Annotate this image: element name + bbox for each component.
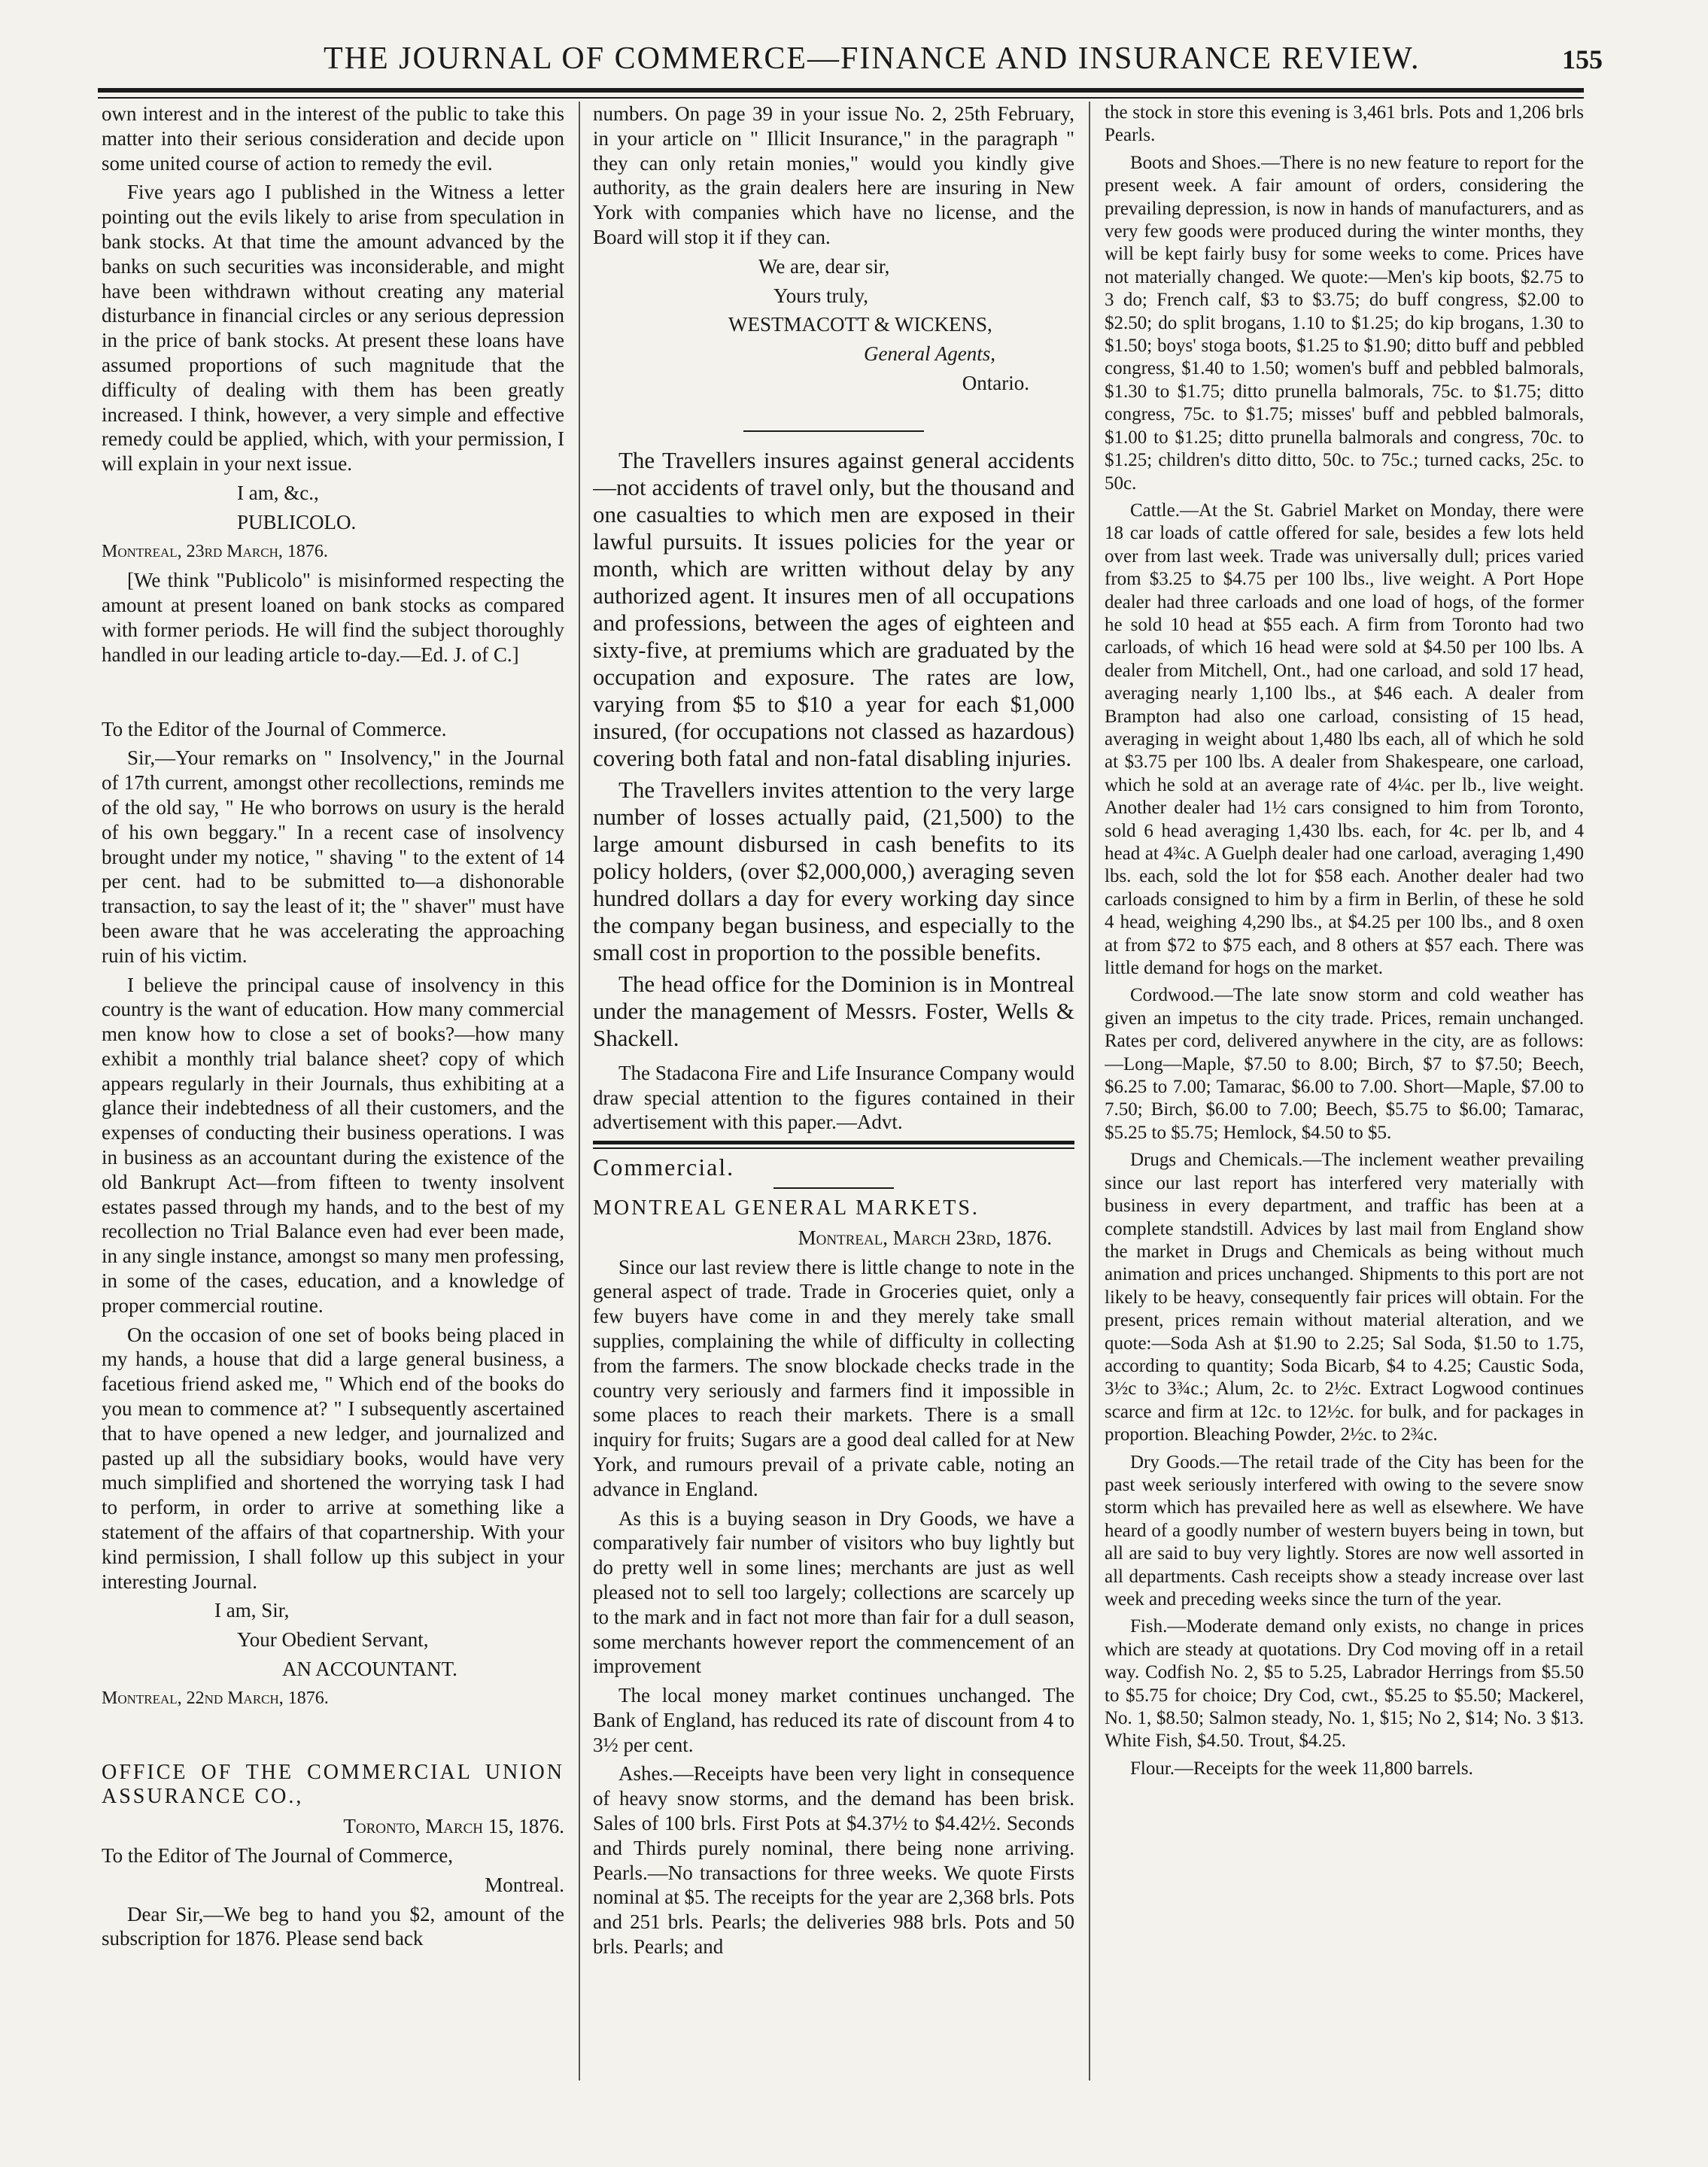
cattle: Cattle.—At the St. Gabriel Market on Monday, there were 18 car loads of cattle offered for sale, besides a few lots held over from last week. Trade was universally dull; prices varied from $3.25 to $4.75 per 100 lbs., live weight. A Port Hope dealer had three carloads and one load of hogs, of the former he sold 10 head at $55 each. A firm from Toronto had two carloads, of which 16 head were sold at $4.50 per 100 lbs. A dealer from Mitchell, Ont., had one carload, and sold 17 head, averaging nearly 1,100 lbs., at $46 each. A dealer from Brampton had also one carload, consisting of 15 head, averaging in weight about 1,480 lbs each, all of which he sold at $3.75 per 100 lbs. A dealer from Shakespeare, one carload, which he sold at an average rate of 4¼c. per lb., live weight. Another dealer had 1½ cars consigned to him from Toronto, sold 6 head averaging 1,430 lbs. each, for 4c. per lb, and 4 head at 4¾c. A Guelph dealer had one carload, averaging 1,490 lbs. each, sold the lot for $58 each. Another dealer had two carloads consigned to him by a firm in Berlin, of these he sold 4 head, weighing 4,290 lbs., at $4.25 per 100 lbs., and 8 oxen at from $72 to $75 each, and 8 others at $57 each. There was little demand for hogs on the market. <box>1105 500 1584 979</box>
wickens-signature: WESTMACOTT & WICKENS, <box>728 313 992 336</box>
commercial-union-heading: OFFICE OF THE COMMERCIAL UNION ASSURANCE CO., <box>102 1760 564 1809</box>
commercial-union-paragraph: Dear Sir,—We beg to hand you $2, amount of the subscription for 1876. Please send back <box>102 1902 564 1950</box>
publicolo-letter-end: own interest and in the interest of the public to take this matter into their serious consideration and decide upon some united course of action to remedy the evil. <box>102 102 564 175</box>
ashes-paragraph: Ashes.—Receipts have been very light in consequence of heavy snow storms, and the demand has been brisk. Sales of 100 brls. First Pots at $4.37½ to $4.42½. Seconds and Thirds purely nominal, there being none arriving. Pearls.—No transactions for three weeks. We quote Firsts nominal at $5. The receipts for the year are 2,368 brls. Pots and 251 brls. Pearls; the deliveries 988 brls. Pots and 50 brls. Pearls; and <box>593 1762 1074 1959</box>
drugs-and-chemicals: Drugs and Chemicals.—The inclement weather prevailing since our last report has interfered very materially with business in every department, and traffic has been at a complete standstill. Advices by last mail from England show the market in Drugs and Chemicals as being without much animation and prices unchanged. Shipments to this port are not likely to be heavy, consequently fair prices will obtain. For the present, prices remain without material alteration, and we quote:—Soda Ash at $1.90 to 2.25; Sal Soda, $1.50 to 1.75, according to quantity; Soda Bicarb, $4 to 4.25; Caustic Soda, 3½c to 3¾c.; Alum, 2c. to 2½c. Extract Logwood continues scarce and firm at 12c. to 12½c. for bulk, and for packages in proportion. Bleaching Powder, 2½c. to 2¾c. <box>1105 1150 1584 1445</box>
wickens-close-1: We are, dear sir, <box>758 254 890 278</box>
wickens-role: General Agents, <box>864 342 995 366</box>
fish: Fish.—Moderate demand only exists, no change in prices which are steady at quotations. Dry Cod moving off in a retail way. Codfish No. 2, $5 to 5.25, Labrador Herrings from $5.50 to $5.75 for choice; Dry Cod, cwt., $5.25 to $5.50; Mackerel, No. 1, $8.50; Salmon steady, No. 1, $15; No 2, $14; No. 3 $13. White Fish, $4.50. Trout, $4.25. <box>1105 1616 1584 1752</box>
markets-dateline: Montreal, March 23rd, 1876. <box>798 1226 1052 1249</box>
commercial-rule <box>593 1141 1074 1149</box>
column-divider-1 <box>579 102 580 2080</box>
flour: Flour.—Receipts for the week 11,800 barrels. <box>1130 1758 1473 1779</box>
boots-and-shoes: Boots and Shoes.—There is no new feature to report for the present week. A fair amount of orders, considering the prevailing depression, is now in hands of manufacturers, and as very few goods were produced during the winter months, they will be kept fairly busy for some weeks to come. Prices have not materially changed. We quote:—Men's kip boots, $2.75 to 3 do; French calf, $3 to $3.75; do buff congress, $2.00 to $2.50; do split brogans, 1.10 to $1.25; do kip brogans, 1.30 to $1.50; boys' stoga boots, $1.25 to $1.90; ditto buff and pebbled congress, $1.40 to 1.50; women's buff and pebbled balmorals, $1.30 to $1.75; ditto prunella balmorals, 75c. to $1.75; ditto congress, 75c. to $1.75; misses' buff and pebbled balmorals, $1.00 to $1.25; ditto prunella balmorals and congress, 70c. to $1.25; children's ditto ditto, 50c. to 75c.; turned cacks, 25c. to 50c. <box>1105 152 1584 494</box>
commercial-section-title: Commercial. <box>593 1153 735 1181</box>
markets-heading: MONTREAL GENERAL MARKETS. <box>593 1196 980 1220</box>
accountant-paragraph-3: On the occasion of one set of books being placed in my hands, a house that did a large general business, a facetious friend asked me, " Which end of the books do you mean to commence at? " I subsequently ascertained that to have opened a new ledger, and journalized and pasted up all the subsidiary books, would have very much simplified and shortened the worrying task I had to perform, in order to arrive at something like a statement of the affairs of that copartnership. With your kind permission, I shall follow up this subject in your interesting Journal. <box>102 1323 564 1593</box>
markets-paragraph-2: As this is a buying season in Dry Goods, we have a comparatively fair number of visitors who buy lightly but do pretty well in some lines; merchants are just as well pleased not to sell too largely; collections are scarcely up to the mark and in fact not more than fair for a dull season, some merchants however report the commencement of an improvement <box>593 1506 1074 1678</box>
publicolo-paragraph: Five years ago I published in the Witness a letter pointing out the evils likely to arise from speculation in bank stocks. At that time the amount advanced by the banks on such securities was inconsiderable, and might have been withdrawn without creating any material disturbance in financial circles or any serious depression in the price of bank stocks. At present these loans have assumed proportions of such magnitude that the difficulty of dealing with them has been greatly increased. I think, however, a very simple and effective remedy could be applied, which, with your permission, I will explain in your next issue. <box>102 181 564 476</box>
travellers-paragraph-2: The Travellers invites attention to the very large number of losses actually paid, (21,500) to the large amount disbursed in cash benefits to its policy holders, (over $2,000,000,) averaging seven hundred dollars a day for every working day since the company began business, and especially to the small cost in proportion to the possible benefits. <box>593 776 1074 965</box>
page-header <box>98 36 1603 81</box>
column-2 <box>593 102 1074 2080</box>
commercial-separator <box>773 1187 894 1189</box>
dry-goods: Dry Goods.—The retail trade of the City has been for the past week seriously interfered with owing to the severe snow storm which has prevailed here as well as elsewhere. We have heard of a goodly number of western buyers being in town, but all are said to buy very lightly. Stores are now well assorted in all departments. Cash receipts show a steady increase over last week and preceding weeks since the turn of the year. <box>1105 1451 1584 1609</box>
markets-paragraph-3: The local money market continues unchanged. The Bank of England, has reduced its rate of discount from 4 to 3½ per cent. <box>593 1684 1074 1756</box>
accountant-close-2: Your Obedient Servant, <box>237 1628 429 1652</box>
accountant-signature: AN ACCOUNTANT. <box>282 1658 457 1681</box>
column-divider-2 <box>1089 102 1090 2080</box>
commercial-union-letter-end: numbers. On page 39 in your issue No. 2, 25th February, in your article on " Illicit Insurance," in the paragraph " they can only retain monies," would you kindly give authority, as the grain dealers here are insuring in New York with companies which have no license, and the Board will stop it if they can. <box>593 102 1074 248</box>
travellers-paragraph-1: The Travellers insures against general accidents—not accidents of travel only, but the thousand and one casualties to which men are exposed in their lawful pursuits. It issues policies for the year or month, which are written without delay by any authorized agent. It insures men of all occupations and professions, between the ages of eighteen and sixty-five, at premiums which are graduated by the occupation and exposure. The rates are low, varying from $5 to $10 a year for each $1,000 insured, (for occupations not classed as hazardous) covering both fatal and non-fatal disabling injuries. <box>593 446 1074 771</box>
publicolo-closing: I am, &c., <box>237 481 319 504</box>
accountant-paragraph-2: I believe the principal cause of insolvency in this country is the want of education. How many commercial men know how to close a set of books?—how many exhibit a monthly trial balance sheet? copy of which appears regularly in their Journals, thus exhibiting at a glance their indebtedness of all their customers, and the expenses of conducting their business operations. I was in business as an accountant during the existence of the old Bankrupt Act—from fifteen to twenty insolvent estates passed through my hands, and to the best of my recollection no Trial Balance even had ever been made, in any single instance, amongst so many men professing, in some of the cases, education, and a knowledge of proper commercial routine. <box>102 973 564 1317</box>
accountant-paragraph-1: Sir,—Your remarks on " Insolvency," in the Journal of 17th current, amongst other recollections, reminds me of the old say, " He who borrows on usury is the herald of his own beggary." In a recent case of insolvency brought under my notice, " shaving " to the extent of 14 per cent. had to be submitted to—a dishonorable transaction, to say the least of it; the " shaver" must have been aware that he was accelerating the approaching ruin of his victim. <box>102 746 564 967</box>
wickens-close-2: Yours truly, <box>773 284 869 307</box>
header-rule-thick <box>98 88 1584 93</box>
editor-note: [We think "Publicolo" is misinformed respecting the amount at present loaned on bank stocks as compared with former periods. He will find the subject thoroughly handled in our leading article to-day.—Ed. J. of C.] <box>102 569 564 666</box>
publicolo-dateline: Montreal, 23rd March, 1876. <box>102 541 328 561</box>
commercial-union-addressee: To the Editor of The Journal of Commerce, <box>102 1844 453 1867</box>
travellers-paragraph-3: The head office for the Dominion is in Montreal under the management of Messrs. Foster, Wells & Shackell. <box>593 970 1074 1051</box>
accountant-salutation: To the Editor of the Journal of Commerce. <box>102 717 447 740</box>
accountant-close-1: I am, Sir, <box>214 1599 290 1622</box>
section-separator <box>743 430 924 432</box>
commercial-union-city: Montreal. <box>485 1873 564 1896</box>
header-rule-thin <box>98 97 1584 99</box>
ashes-paragraph-end: the stock in store this evening is 3,461 brls. Pots and 1,206 brls Pearls. <box>1105 102 1584 146</box>
publicolo-signature: PUBLICOLO. <box>237 510 357 533</box>
commercial-union-dateline: Toronto, March 15, 1876. <box>343 1815 564 1838</box>
page-number: 155 <box>1562 44 1603 74</box>
wickens-place: Ontario. <box>962 371 1029 394</box>
journal-title: THE JOURNAL OF COMMERCE—FINANCE AND INSURANCE REVIEW. <box>324 41 1421 76</box>
markets-paragraph-1: Since our last review there is little change to note in the general aspect of trade. Trade in Groceries quiet, only a few buyers have come in and they merely take small supplies, complaining the while of difficulty in collecting from the farmers. The snow blockade checks trade in the country very seriously and farmers find it impossible in some places to reach their markets. There is a small inquiry for fruits; Sugars are a good deal called for at New York, and rumours prevail of a private cable, noting an advance in England. <box>593 1255 1074 1500</box>
cordwood: Cordwood.—The late snow storm and cold weather has given an impetus to the city trade. Prices, remain unchanged. Rates per cord, delivered anywhere in the city, are as follows:—Long—Maple, $7.50 to 8.00; Birch, $7 to $7.50; Beech, $6.25 to 7.00; Tamarac, $6.00 to 7.00. Short—Maple, $7.00 to 7.50; Birch, $6.00 to 7.00; Beech, $5.75 to $6.00; Tamarac, $5.25 to $5.75; Hemlock, $4.50 to $5. <box>1105 985 1584 1143</box>
stadacona-advert: The Stadacona Fire and Life Insurance Company would draw special attention to the figures contained in their advertisement with this paper.—Advt. <box>593 1061 1074 1134</box>
column-1 <box>102 102 564 2080</box>
column-3 <box>1105 102 1584 2080</box>
accountant-dateline: Montreal, 22nd March, 1876. <box>102 1688 329 1708</box>
